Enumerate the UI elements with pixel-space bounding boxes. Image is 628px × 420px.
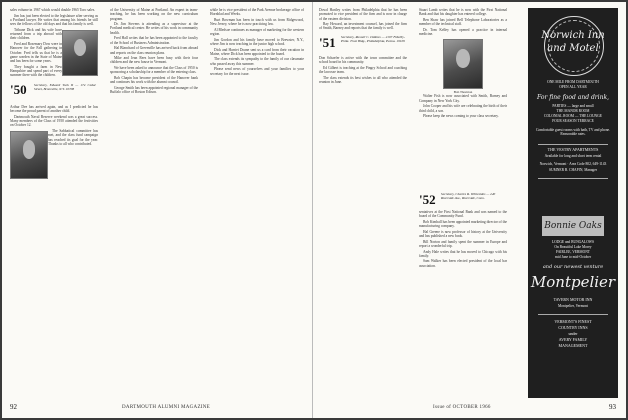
ad-bonnie-line: On Beautiful Lake Morey — [554, 245, 592, 249]
ad-food: For fine food and drink, — [537, 94, 609, 101]
paragraph: Sam Walker has been elected president of the local bar association. — [419, 259, 507, 268]
paragraph: Please send news of yourselves and your families to your secretary for the next issue. — [210, 67, 304, 76]
paragraph: sentatives at the First National Bank and was named to the board of the Community Fund. — [419, 210, 507, 219]
ad-divider — [538, 314, 608, 315]
ad-rates: Comfortable guest rooms with bath, TV and phone. Reasonable rates. — [535, 128, 611, 137]
paragraph: Jim has just been elected to the legislature after serving as a Portland lawyer. He writes that among his friends he still sees the fellows of the old days and that his family is well. — [10, 13, 98, 27]
left-column-3 — [210, 8, 304, 392]
ad-bonnie-line: LODGE and BUNGALOWS — [551, 240, 595, 244]
paragraph: Bill Norton and family spent the summer in Europe and report a wonderful trip. — [419, 239, 507, 248]
ad-divider — [538, 144, 608, 145]
magazine-spread — [2, 2, 626, 418]
ad-address: Norwich, Vermont · Area Code 802, 649-1143 — [539, 162, 607, 166]
paragraph: Mike and Jean Rees have been busy with their four children and the new house in Vermont. — [110, 56, 198, 65]
paragraph: Hal Blanchard of Greenville has arrived back from abroad and reports on the class reunion plans. — [110, 46, 198, 55]
portrait-photo — [62, 30, 98, 76]
paragraph: Arthur Dee has arrived again, and as I predicted he has become the proud parent of another child. — [10, 104, 98, 114]
ad-newest: and our newest venture — [542, 264, 604, 270]
portrait-photo — [10, 131, 48, 179]
paragraph: They bought a farm in New Hampshire and spend part of every summer there with the children. — [10, 64, 62, 78]
page-footer: Issue of OCTOBER 1966 — [433, 405, 491, 410]
class-heading-block — [319, 32, 407, 56]
paragraph: sales volume in 1967 which would double 1965 Toro sales. — [10, 8, 96, 12]
paragraph: Ray Howard, an investment counsel, has joined the firm of Smith, Barney and reports that the family is well. — [319, 22, 407, 31]
paragraph: Dick and Harriet Doane sent us a card from their vacation in Maine, where Dick has been appointed to the board. — [210, 47, 304, 56]
advertisement-panel — [528, 8, 618, 398]
ad-bonnie-line: mid June to mid-October — [554, 255, 592, 259]
ad-bonnie-line: FAIRLEE, VERMONT — [555, 250, 590, 254]
paragraph: Tribune Dick and his wife have returned from a trip abroad with their children. — [10, 27, 62, 41]
ad-service: THE MANOR ROOM — [556, 109, 590, 113]
ad-brand-line-2: and Motel — [547, 43, 599, 54]
paragraph: of the University of Maine at Portland. An expert in team-teaching, he has been working on the new curriculum program. — [110, 8, 198, 21]
paragraph: Dr. Tom Kelley has opened a practice in internal medicine. — [419, 27, 507, 37]
class-year-heading: '50 — [10, 81, 27, 97]
left-page — [2, 2, 313, 418]
right-column-1 — [319, 8, 407, 392]
class-heading-block — [10, 79, 98, 105]
portrait-photo — [443, 39, 483, 89]
ad-brand-line-1: Norwich Inn — [541, 30, 605, 41]
paragraph: Al Bledsoe continues as manager of marketing for the western region. — [210, 27, 304, 37]
page-footer: DARTMOUTH ALUMNI MAGAZINE — [122, 405, 211, 410]
paragraph: Ed Gilbert is teaching at the Pingry School and coaching the lacrosse team. — [319, 65, 407, 75]
right-page — [313, 2, 626, 418]
paragraph: Ben Shaw has joined Bell Telephone Laboratories as a member of the technical staff. — [419, 17, 507, 27]
page-number: 92 — [10, 403, 17, 411]
paragraph: The Sabbatical committee has met, and the class fund campaign has reached its goal for the year. Thanks to all who contributed. — [48, 129, 98, 146]
class-year-heading: '52 — [419, 192, 436, 207]
page-number: 93 — [609, 403, 616, 411]
paragraph: We have been asked to announce that the Class of 1950 is sponsoring a scholarship for a member of the entering class. — [110, 66, 198, 75]
photo-caption: Bob Thornton — [453, 90, 473, 95]
ad-service: PARTIES — large and small — [552, 104, 594, 108]
paragraph: Fred and Rosemary Dow were in Hanover for the Fall gathering in October. Fred tells us that he is a game warden in the State of Maine and has been for some years. — [10, 41, 62, 64]
ad-owner: SUMNER B. CHAPIN, Manager — [548, 168, 597, 172]
ad-vermont-line: AVERY FAMILY — [558, 337, 588, 342]
ad-tagline: ONE MILE FROM DARTMOUTH — [547, 80, 599, 84]
ad-bonnie-oaks: Bonnie Oaks — [542, 216, 604, 236]
class-year-heading: '51 — [319, 35, 336, 51]
paragraph: Andy Hale writes that he has moved to Chicago with his family. — [419, 249, 507, 258]
paragraph: Bob Chapin has become president of the Hanover bank and continues his work with the alumni council. — [110, 75, 198, 85]
ad-service: FOUR SEASON TERRACE — [552, 119, 594, 123]
paragraph: Walter Fish is now associated with Smith, Barney and Company in New York City. — [419, 94, 507, 103]
class-secretary-note: Secretary, Russell C. DeRoss — 2107 Fidelity-Phila. Trust Bldg., Philadelphia, Penna. 19109 — [341, 35, 405, 44]
paragraph: Jim Gordon and his family have moved to Brewster, N.Y., where Jim is now teaching in the junior high school. — [210, 37, 304, 46]
ad-tavern-location: Montpelier, Vermont — [558, 304, 588, 308]
class-secretary-note: Secretary, Charles R. Whitesides — 240 Riverside Ave., Riverside, Conn. — [441, 192, 496, 200]
paragraph: George Smith has been appointed regional manager of the Buffalo office of Boston Edison. — [110, 85, 198, 95]
paragraph: Please keep the news coming to your class secretary. — [423, 114, 499, 119]
ad-vestry-note: Available for long and short term rental — [544, 154, 602, 158]
paragraph: while he is vice president of the Park Avenue brokerage office of Hornblad and Weeks. — [210, 8, 304, 17]
paragraph: Stuart Lamb writes that he is now with the First National Bank and that his daughter has entered college. — [419, 8, 507, 17]
paragraph: Dr. Jim Stevens is attending as a supervisor at the Portland medical center. He writes of his work in community health. — [110, 22, 198, 35]
ad-vermont-line: COUNTRY INNS — [558, 325, 588, 330]
paragraph: Fred Hall writes that he has been appointed to the faculty of the School of Business Administration. — [110, 36, 198, 45]
paragraph: Dowd Hartley writes from Philadelphia that he has been promoted to vice president of the firm and is now in charge of the eastern division. — [319, 8, 407, 21]
ad-vermont-line: VERMONT'S FINEST — [554, 319, 592, 324]
paragraph: Don Schaefer is active with the town committee and the school board in his community. — [319, 56, 407, 65]
ad-vermont-line: MANAGEMENT — [558, 343, 588, 348]
left-column-2 — [110, 8, 198, 392]
paragraph: Dartmouth Naval Reserve weekend was a great success. Many members of the Class of 1950 attended the festivities on October 12. — [10, 114, 98, 128]
left-column-1 — [10, 8, 98, 392]
class-secretary-note: Secretary, Edward Tuck II — 174 Cedar Street, Bronxville, N.Y. 10708 — [34, 82, 96, 91]
ad-vestry: THE VESTRY APARTMENTS — [547, 147, 599, 152]
paragraph: Burt Bowman has been in touch with us from Ridgewood, New Jersey, where he is now practicing law. — [210, 17, 304, 27]
class-heading-block — [419, 190, 507, 208]
paragraph: Bob Kimball has been appointed marketing director of the manufacturing company. — [419, 219, 507, 229]
paragraph: John Cooper and his wife are celebrating the birth of their third child, a son. — [419, 104, 507, 113]
ad-montpelier: Montpelier — [530, 273, 616, 291]
paragraph: The class extends its sympathy to the family of our classmate who passed away this summer. — [210, 57, 304, 66]
ad-tavern: TAVERN MOTOR INN — [553, 297, 593, 302]
right-column-3 — [419, 210, 507, 390]
ad-vermont-line: under — [568, 331, 578, 336]
paragraph: Hal Greene is now professor of history at the University and has published a new book. — [419, 229, 507, 239]
ad-open: OPEN ALL YEAR — [559, 85, 587, 89]
ad-service: COLONIAL ROOM — THE LOUNGE — [544, 114, 602, 118]
paragraph: The class extends its best wishes to all who attended the reunion in June. — [319, 75, 407, 85]
ad-divider — [538, 178, 608, 179]
